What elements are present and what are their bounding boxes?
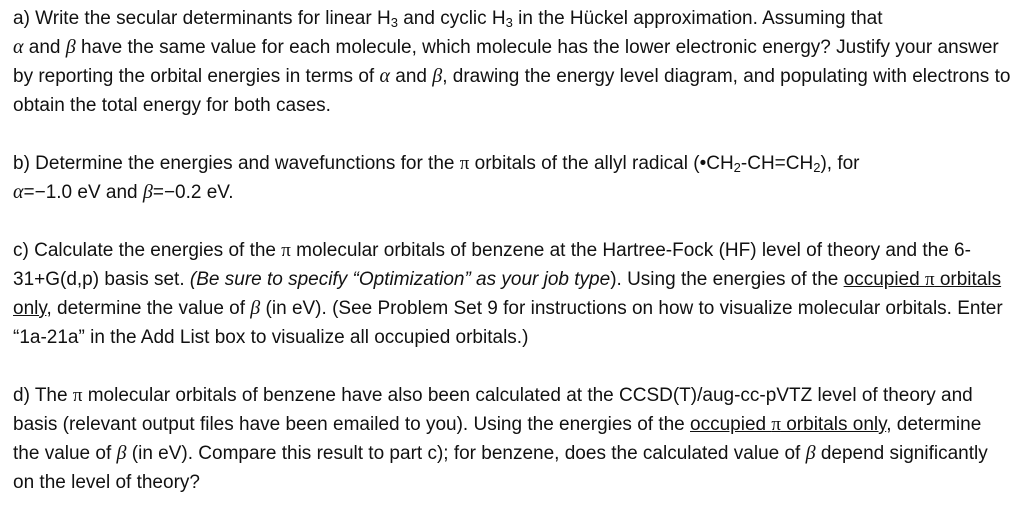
beta-symbol: β — [116, 442, 127, 464]
pi-symbol: π — [281, 240, 291, 261]
part-a — [13, 4, 1012, 120]
pi-symbol: π — [924, 269, 935, 290]
part-b-text: =−0.2 eV. — [152, 182, 234, 203]
part-c-text: ). Using the energies of the — [610, 269, 844, 290]
pi-symbol: π — [72, 385, 83, 406]
subscript: 2 — [813, 160, 821, 175]
paragraph-spacer — [13, 120, 1012, 149]
part-d-text: depend significantly on the level of theory? — [13, 443, 988, 493]
beta-symbol: β — [805, 442, 816, 464]
part-a-text: have the same value for each molecule, which molecule has the lower electronic energy? Justify your answer by reporting the orbital energies in terms of — [13, 37, 999, 87]
subscript: 3 — [390, 15, 398, 30]
beta-symbol: β — [432, 65, 443, 87]
alpha-symbol: α — [13, 181, 24, 203]
part-d — [13, 381, 1012, 497]
underlined-text: occupied — [843, 269, 925, 290]
part-d-text: d) The — [13, 385, 73, 406]
part-a-text: and — [23, 37, 66, 58]
part-a-text: a) Write the secular determinants for linear H — [13, 8, 391, 29]
underlined-text: occupied — [690, 414, 772, 435]
part-d-text: , determine the value of — [13, 414, 982, 464]
part-c-text: molecular orbitals of benzene at the Hartree-Fock (HF) level of theory and the 6-31+G(d,p) basis set. — [13, 240, 971, 290]
part-c-italic-note: (Be sure to specify “Optimization” as your job type — [189, 269, 611, 290]
part-a-text: and — [389, 66, 433, 87]
subscript: 2 — [733, 160, 741, 175]
part-c-text: (in eV). (See Problem Set 9 for instructions on how to visualize molecular orbitals. Enter “1a-21a” in the Add List box to visualize all occupied orbitals.) — [13, 298, 1003, 348]
part-b-text: =−1.0 eV and — [23, 182, 143, 203]
beta-symbol: β — [65, 36, 76, 58]
underlined-text: orbitals only — [780, 414, 887, 435]
part-d-text: molecular orbitals of benzene have also been calculated at the CCSD(T)/aug-cc-pVTZ level of theory and basis (relevant output files have been emailed to you). Using the energies of the — [13, 385, 973, 435]
part-c — [13, 236, 1012, 352]
part-a-text: , drawing the energy level diagram, and populating with electrons to obtain the total energy for both cases. — [13, 66, 1011, 116]
part-b — [13, 149, 1012, 207]
subscript: 3 — [505, 15, 513, 30]
part-c-text: , determine the value of — [46, 298, 251, 319]
part-c-text: c) Calculate the energies of the — [13, 240, 282, 261]
part-b-text: ), for — [820, 153, 860, 174]
part-b-text: -CH=CH — [740, 153, 814, 174]
alpha-symbol: α — [13, 36, 24, 58]
pi-symbol: π — [459, 153, 470, 174]
pi-symbol: π — [771, 414, 781, 435]
part-b-text: orbitals of the allyl radical (•CH — [469, 153, 734, 174]
paragraph-spacer — [13, 207, 1012, 236]
part-b-text: b) Determine the energies and wavefunctions for the — [13, 153, 460, 174]
paragraph-spacer — [13, 352, 1012, 381]
part-a-text: in the Hückel approximation. Assuming that — [512, 8, 883, 29]
part-d-text: (in eV). Compare this result to part c); for benzene, does the calculated value of — [126, 443, 806, 464]
underlined-phrase — [690, 414, 886, 435]
alpha-symbol: α — [379, 65, 390, 87]
beta-symbol: β — [142, 181, 153, 203]
beta-symbol: β — [250, 297, 261, 319]
underlined-text: orbitals only — [13, 269, 1002, 319]
part-a-text: and cyclic H — [397, 8, 506, 29]
